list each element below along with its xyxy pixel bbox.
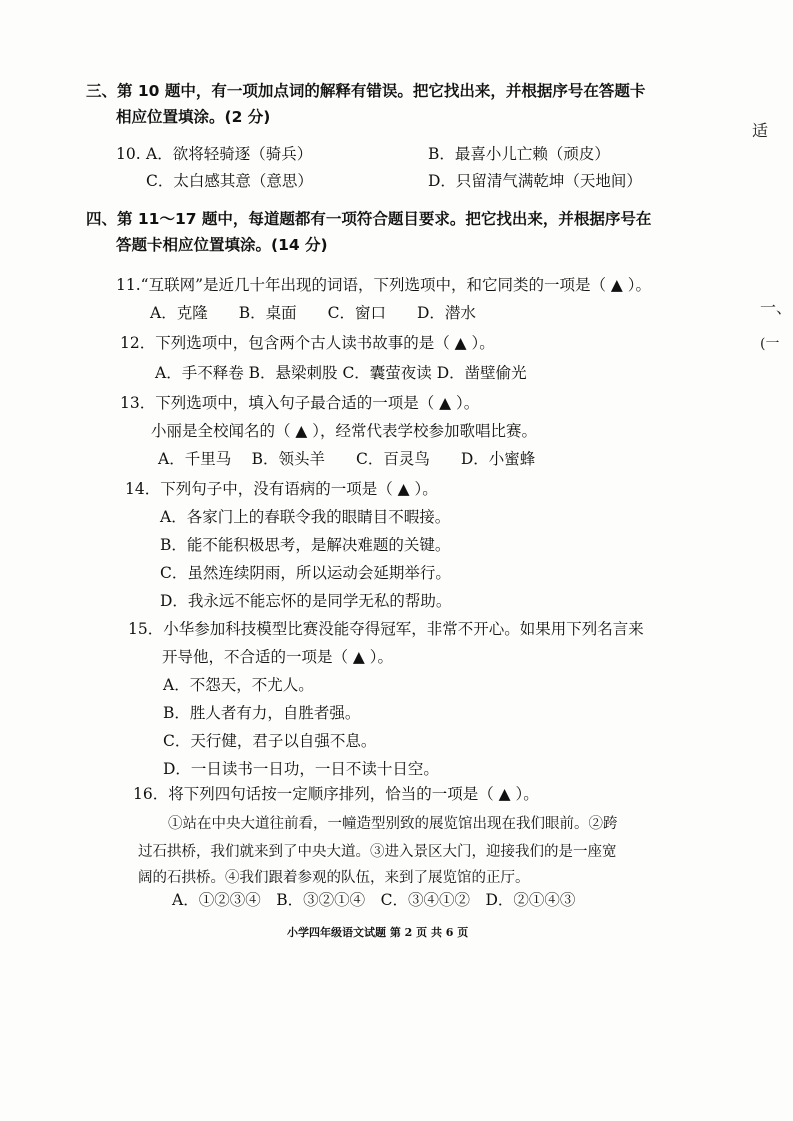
q16-options: A．①②③④ B．③②①④ C．③④①② D．②①④③ [172,891,576,909]
q14-option-a: A．各家门上的春联令我的眼睛目不暇接。 [160,508,451,526]
q13-options: A．千里马 B．领头羊 C．百灵鸟 D．小蜜蜂 [158,450,536,468]
q14-stem: 14．下列句子中，没有语病的一项是（ ▲ ）。 [125,480,438,498]
edge-fragment-mid1: 一、 [760,298,793,317]
q11-stem: 11.“互联网”是近几十年出现的词语，下列选项中，和它同类的一项是（ ▲ ）。 [116,276,652,294]
q10-option-b: B．最喜小儿亡赖（顽皮） [428,145,610,163]
q16-passage-line2: 过石拱桥，我们就来到了中央大道。③进入景区大门，迎接我们的是一座宽 [138,844,617,860]
q10-option-d: D．只留清气满乾坤（天地间） [428,172,642,190]
q15-stem-line1: 15．小华参加科技模型比赛没能夺得冠军，非常不开心。如果用下列名言来 [128,620,644,638]
edge-fragment-top: 适 [752,121,769,140]
page-footer: 小学四年级语文试题 第 2 页 共 6 页 [287,926,469,939]
q14-option-d: D．我永远不能忘怀的是同学无私的帮助。 [160,592,452,610]
q15-option-b: B．胜人者有力，自胜者强。 [163,704,361,722]
q15-option-d: D．一日读书一日功，一日不读十日空。 [163,760,439,778]
edge-fragment-mid2: (一 [760,336,780,352]
section3-title-line1: 三、第 10 题中，有一项加点词的解释有错误。把它找出来，并根据序号在答题卡 [86,82,646,100]
q16-passage-line1: ①站在中央大道往前看，一幢造型别致的展览馆出现在我们眼前。②跨 [168,816,618,832]
q16-stem: 16．将下列四句话按一定顺序排列，恰当的一项是（ ▲ ）。 [133,785,539,803]
q10-number: 10. [116,145,141,163]
section4-title-line1: 四、第 11～17 题中，每道题都有一项符合题目要求。把它找出来，并根据序号在 [86,210,652,228]
q15-option-c: C．天行健，君子以自强不息。 [163,732,377,750]
q14-option-c: C．虽然连续阴雨，所以运动会延期举行。 [160,564,451,582]
q15-option-a: A．不怨天，不尤人。 [163,676,314,694]
q10-option-a: A．欲将轻骑逐（骑兵） [146,145,313,163]
q13-sentence: 小丽是全校闻名的（ ▲ ），经常代表学校参加歌唱比赛。 [151,422,538,440]
q16-passage-line3: 阔的石拱桥。④我们跟着参观的队伍，来到了展览馆的正厅。 [138,870,530,886]
q12-options: A．手不释卷 B．悬梁刺股 C．囊萤夜读 D．凿壁偷光 [155,364,527,382]
section4-title-line2: 答题卡相应位置填涂。(14 分) [116,236,328,254]
section3-title-line2: 相应位置填涂。(2 分) [116,108,271,126]
q10-option-c: C．太白感其意（意思） [146,172,313,190]
q15-stem-line2: 开导他，不合适的一项是（ ▲ ）。 [162,648,394,666]
q13-stem: 13．下列选项中，填入句子最合适的一项是（ ▲ ）。 [120,394,480,412]
q12-stem: 12．下列选项中，包含两个古人读书故事的是（ ▲ ）。 [120,334,495,352]
q11-options: A．克隆 B．桌面 C．窗口 D．潜水 [150,304,476,322]
q14-option-b: B．能不能积极思考，是解决难题的关键。 [160,536,451,554]
